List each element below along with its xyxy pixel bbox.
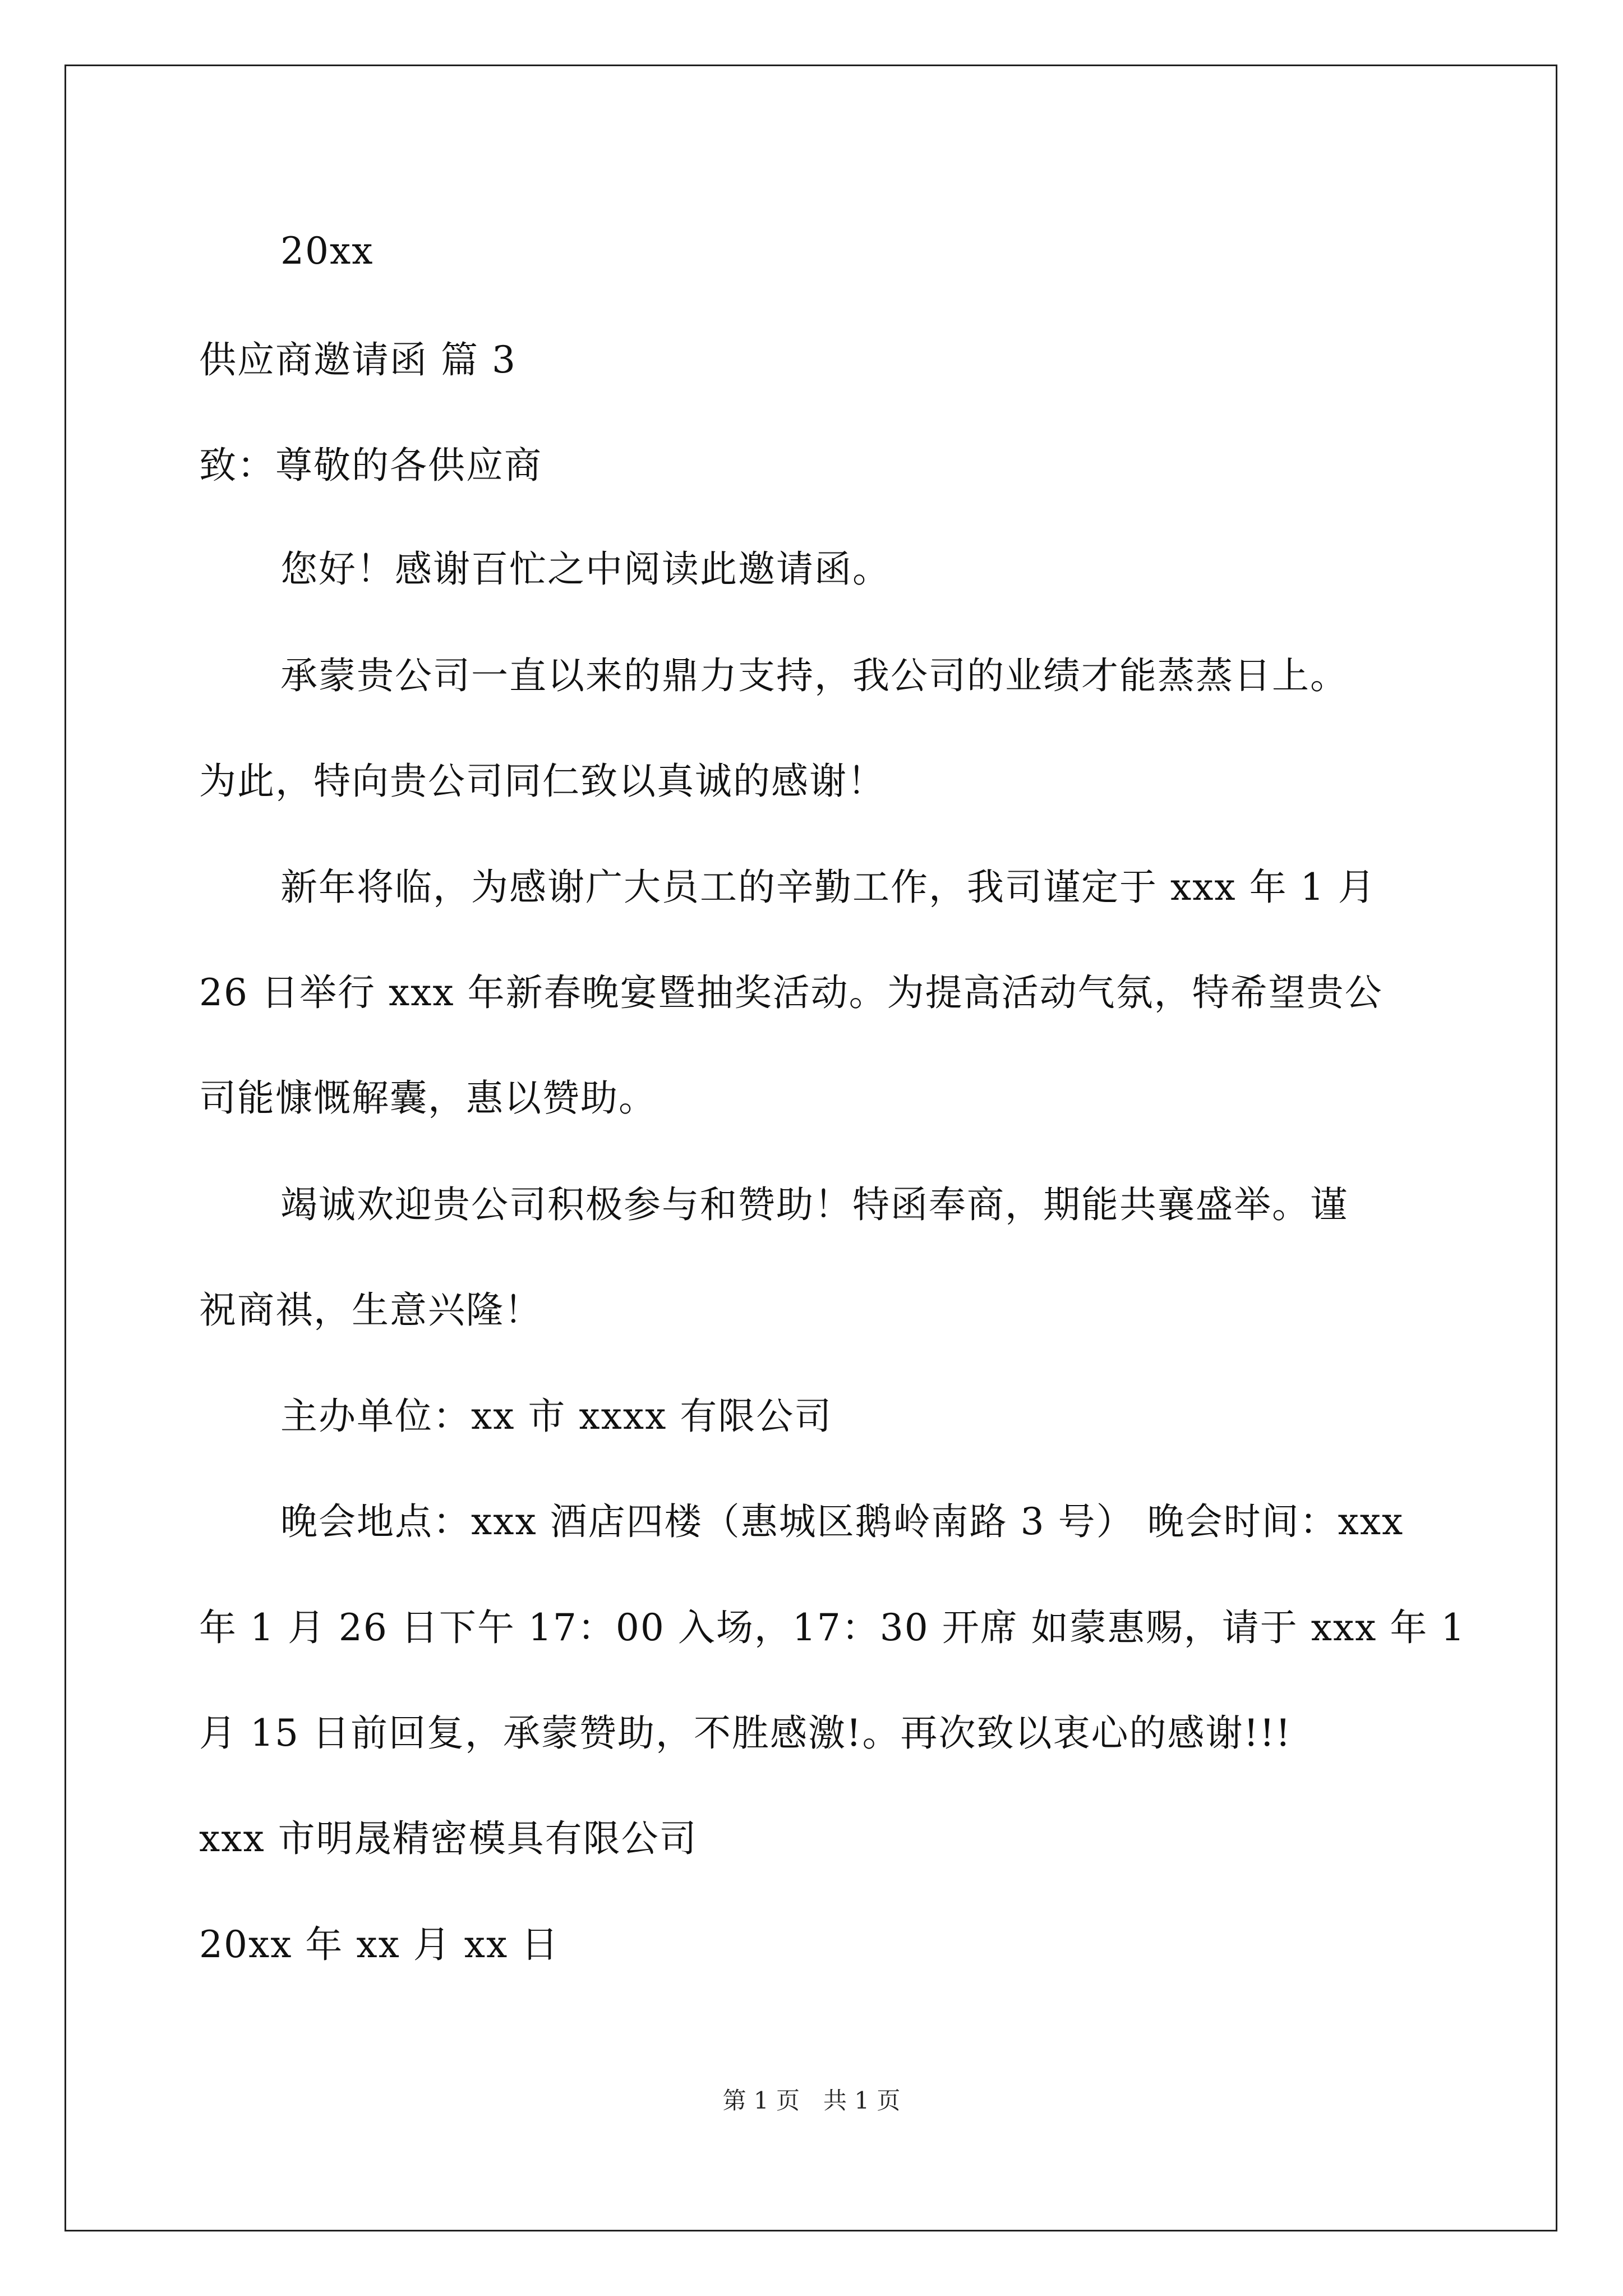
signature-date: 20xx 年 xx 月 xx 日 xyxy=(199,1923,560,1966)
body-paragraph-3-line-1: 竭诚欢迎贵公司积极参与和赞助！特函奉商，期能共襄盛举。谨 xyxy=(280,1183,1348,1226)
header-year: 20xx xyxy=(280,229,374,273)
document-title: 供应商邀请函 篇 3 xyxy=(199,338,517,381)
body-paragraph-2-line-2: 26 日举行 xxx 年新春晚宴暨抽奖活动。为提高活动气氛，特希望贵公 xyxy=(199,971,1383,1014)
greeting-paragraph: 您好！感谢百忙之中阅读此邀请函。 xyxy=(280,547,891,591)
signature-company: xxx 市明晟精密模具有限公司 xyxy=(199,1817,698,1860)
body-paragraph-1-line-2: 为此，特向贵公司同仁致以真诚的感谢！ xyxy=(199,760,886,803)
page-border xyxy=(64,65,1557,2231)
body-paragraph-2-line-3: 司能慷慨解囊，惠以赞助。 xyxy=(199,1076,657,1120)
body-paragraph-2-line-1: 新年将临，为感谢广大员工的辛勤工作，我司谨定于 xxx 年 1 月 xyxy=(280,866,1376,909)
venue-line-1: 晚会地点：xxx 酒店四楼（惠城区鹅岭南路 3 号） 晚会时间：xxx xyxy=(280,1500,1404,1543)
venue-line-3: 月 15 日前回复，承蒙赞助，不胜感激!。再次致以衷心的感谢!!! xyxy=(199,1711,1292,1755)
venue-line-2: 年 1 月 26 日下午 17：00 入场，17：30 开席 如蒙惠赐，请于 xxx 年 1 xyxy=(199,1606,1466,1649)
organizer-line: 主办单位：xx 市 xxxx 有限公司 xyxy=(280,1395,833,1438)
salutation: 致：尊敬的各供应商 xyxy=(199,444,542,487)
body-paragraph-3-line-2: 祝商祺，生意兴隆！ xyxy=(199,1289,542,1332)
body-paragraph-1-line-1: 承蒙贵公司一直以来的鼎力支持，我公司的业绩才能蒸蒸日上。 xyxy=(280,654,1348,697)
page-footer: 第 1 页 共 1 页 xyxy=(722,2087,901,2114)
